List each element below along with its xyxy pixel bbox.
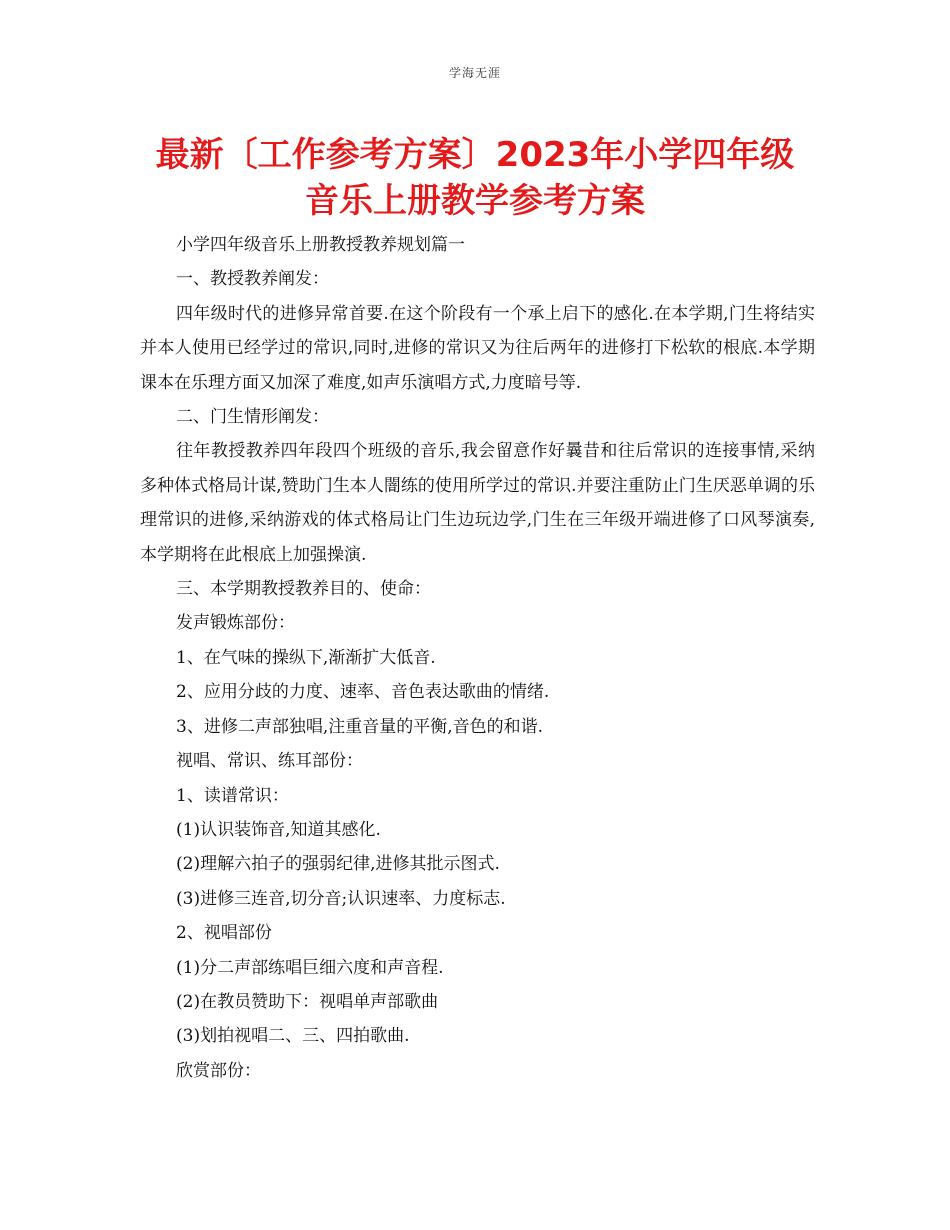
list-item: 1、读谱常识： <box>176 785 289 806</box>
section-heading-2: 二、门生情形阐发： <box>176 407 329 428</box>
list-item: (1)分二声部练唱巨细六度和声音程. <box>176 957 444 978</box>
title-line-2: 音乐上册教学参考方案 <box>305 181 645 221</box>
paragraph-analysis: 四年级时代的进修异常首要.在这个阶段有一个承上启下的感化.在本学期,门生将结实并本人使用已经学过的常识,同时,进修的常识又为往后两年的进修打下松软的根底.本学期课本在乐理方面又加深了难度,如声乐演唱方式,力度暗号等. <box>140 303 815 393</box>
paragraph-intro: 小学四年级音乐上册教授教养规划篇一 <box>176 235 465 255</box>
subheading-vocal: 发声锻炼部份： <box>176 613 295 634</box>
document-body <box>140 228 815 1088</box>
paragraph-students: 往年教授教养四年段四个班级的音乐,我会留意作好曩昔和往后常识的连接事情,采纳多种体式格局计谋,赞助门生本人闇练的使用所学过的常识.并要注重防止门生厌恶单调的乐理常识的进修,采纳游戏的体式格局让门生边玩边学,门生在三年级开端进修了口风琴演奏,本学期将在此根底上加强操演. <box>140 441 815 565</box>
title-line-1: 最新〔工作参考方案〕2023年小学四年级 <box>155 135 795 175</box>
list-item: 3、进修二声部独唱,注重音量的平衡,音色的和谐. <box>176 716 544 737</box>
list-item: 1、在气味的操纵下,渐渐扩大低音. <box>176 647 436 668</box>
list-item: (3)划拍视唱二、三、四拍歌曲. <box>176 1026 410 1047</box>
section-heading-3: 三、本学期教授教养目的、使命： <box>176 579 431 600</box>
list-item: 2、视唱部份 <box>176 923 272 944</box>
list-item: (1)认识装饰音,知道其感化. <box>176 819 381 840</box>
list-item: (2)在教员赞助下：视唱单声部歌曲 <box>176 991 439 1012</box>
document-title <box>100 132 850 224</box>
list-item: (3)进修三连音,切分音;认识速率、力度标志. <box>176 888 506 909</box>
subheading-appreciation: 欣赏部份： <box>176 1060 261 1081</box>
page-header: 学海无涯 <box>448 66 501 80</box>
section-heading-1: 一、教授教养阐发： <box>176 269 329 290</box>
list-item: 2、应用分歧的力度、速率、音色表达歌曲的情绪. <box>176 682 550 703</box>
list-item: (2)理解六拍子的强弱纪律,进修其批示图式. <box>176 854 500 875</box>
subheading-sight-singing: 视唱、常识、练耳部份： <box>176 751 363 772</box>
